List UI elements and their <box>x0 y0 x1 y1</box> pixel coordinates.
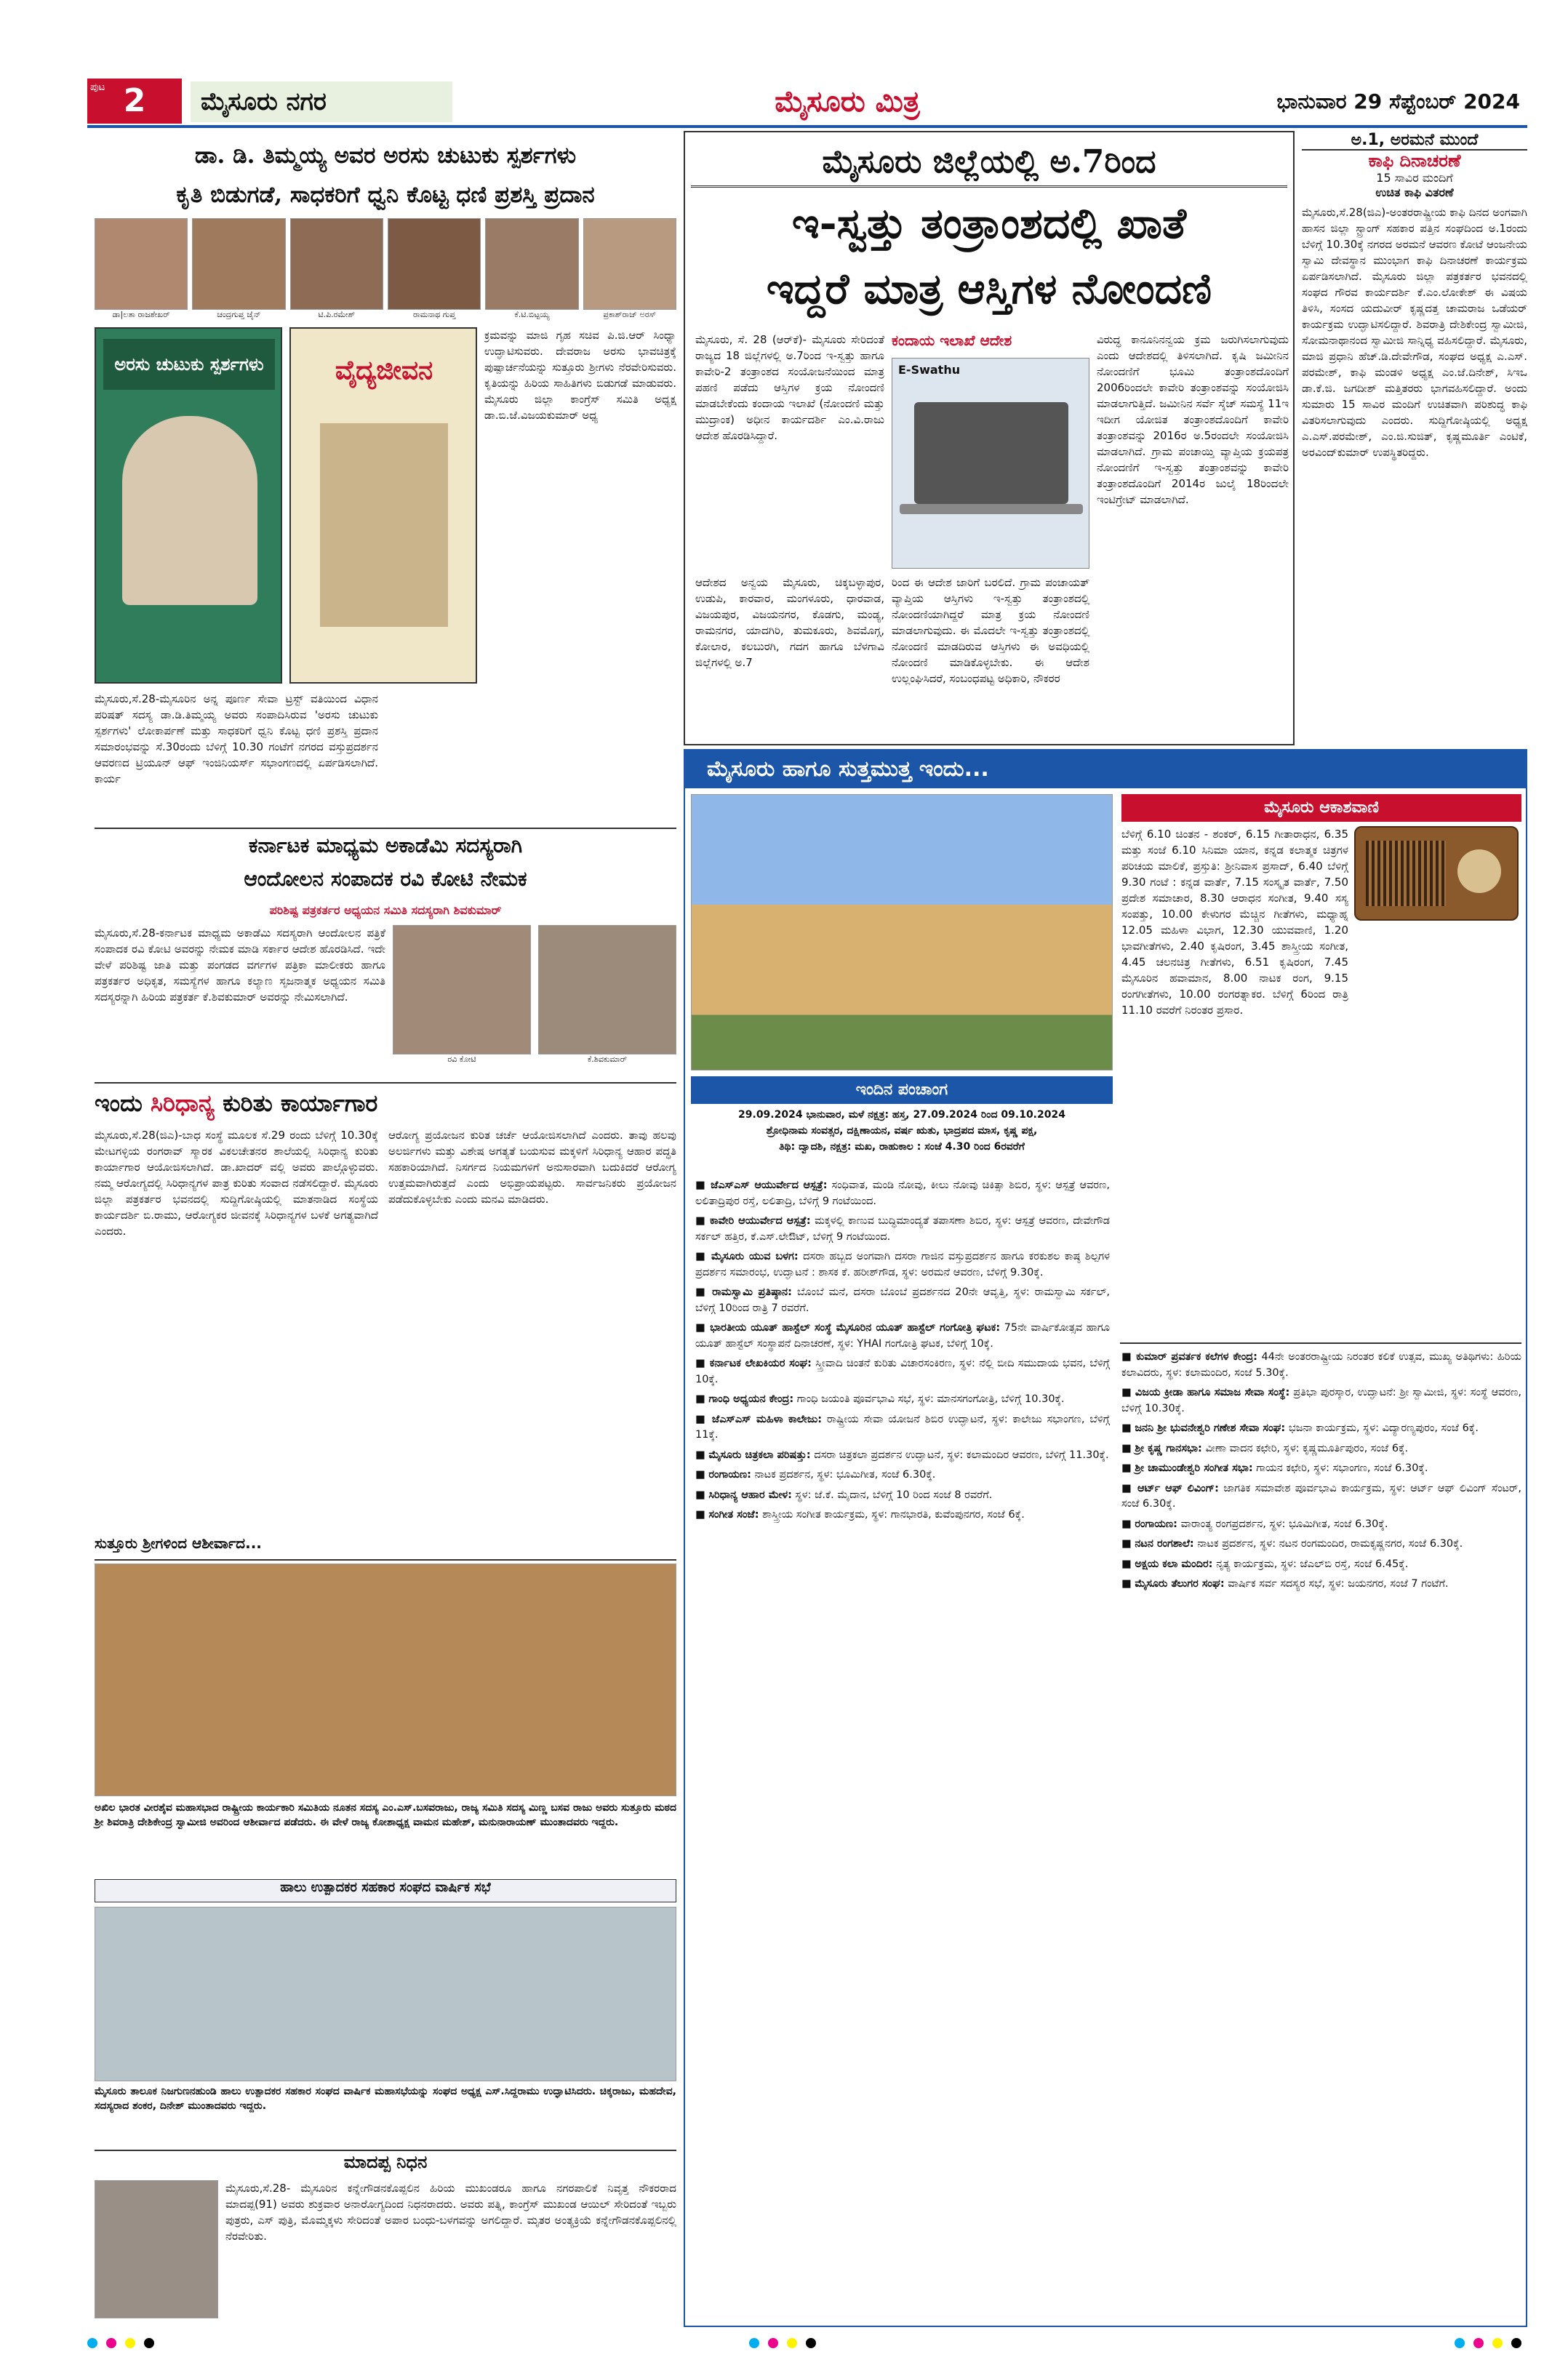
story1-body-right: ಕ್ರಮವನ್ನು ಮಾಜಿ ಗೃಹ ಸಚಿವ ಪಿ.ಜಿ.ಆರ್ ಸಿಂಧ್ಯಾ ಉದ್ಘಾಟಿಸುವರು. ದೇವರಾಜ ಅರಸು ಭಾವಚಿತ್ರಕ್ಕೆ ಪುಷ್ಪಾರ್ಚನೆಯನ್ನು ಸುತ್ತೂರು ಶ್ರೀಗಳು ನೆರವೇರಿಸುವರು. ಕೃತಿಯನ್ನು ಹಿರಿಯ ಸಾಹಿತಿಗಳು ಬಿಡುಗಡೆ ಮಾಡುವರು. ಮೈಸೂರು ಜಿಲ್ಲಾ ಕಾಂಗ್ರೆಸ್ ಸಮಿತಿ ಅಧ್ಯಕ್ಷ ಡಾ.ಬಿ.ಜೆ.ವಿಜಯಕುಮಾರ್ ಅಧ್ಯ <box>484 329 676 422</box>
list-item: ■ ಜೆಎಸ್‌ಎಸ್ ಆಯುರ್ವೇದ ಆಸ್ಪತ್ರೆ: ಸಂಧಿವಾತ, ಮಂಡಿ ನೋವು, ಕೀಲು ನೋವು ಚಿಕಿತ್ಸಾ ಶಿಬಿರ, ಸ್ಥಳ: ಆಸ್ಪತ್ರೆ ಆವರಣ, ಲಲಿತಾದ್ರಿಪುರ ರಸ್ತೆ, ಲಲಿತಾದ್ರಿ, ಬೆಳಿಗ್ಗೆ 9 ಗಂಟೆಯಿಂದ. <box>695 1180 1110 1207</box>
story3-kicker: ಅ.1, ಅರಮನೆ ಮುಂದೆ <box>1302 131 1527 151</box>
event-head: ಮೈಸೂರು ಚಿತ್ರಕಲಾ ಪರಿಷತ್ತು: <box>708 1449 811 1461</box>
registration-dot <box>749 2338 759 2348</box>
list-item: ■ ಕುಮಾರ್ ಪ್ರವರ್ತಕ ಕಲೆಗಳ ಕೇಂದ್ರ: 44ನೇ ಅಂತರರಾಷ್ಟ್ರೀಯ ನಿರಂತರ ಕಲಿಕೆ ಉತ್ಸವ, ಮುಖ್ಯ ಅತಿಥಿಗಳು: ಹಿರಿಯ ಕಲಾವಿದರು, ಸ್ಥಳ: ಕಲಾಮಂದಿರ, ಸಂಜೆ 5.30ಕ್ಕೆ. <box>1121 1351 1521 1379</box>
portrait-caption: ಟಿ.ಪಿ.ರಮೇಶ್ <box>318 310 356 319</box>
event-head: ಜನನಿ ಶ್ರೀ ಭುವನೇಶ್ವರಿ ಗಣೇಶ ಸೇವಾ ಸಂಘ: <box>1135 1422 1286 1434</box>
event-text: ಗಾಂಧಿ ಜಯಂತಿ ಪೂರ್ವಭಾವಿ ಸಭೆ, ಸ್ಥಳ: ಮಾನಸಗಂಗೋತ್ರಿ, ಬೆಳಿಗ್ಗೆ 10.30ಕ್ಕೆ. <box>796 1393 1065 1405</box>
story5-title-prefix: ಇಂದು <box>95 1089 143 1117</box>
panchanga-line3: ತಿಥಿ: ದ್ವಾದಶಿ, ನಕ್ಷತ್ರ: ಮಖ, ರಾಹುಕಾಲ : ಸಂಜೆ 4.30 ರಿಂದ 6ರವರೆಗೆ <box>779 1141 1025 1153</box>
divider <box>1120 1342 1521 1344</box>
panchanga-info <box>691 1107 1113 1172</box>
book-cover-2-title: ವೈದ್ಯಜೀವನ <box>335 355 433 385</box>
event-text: ದಸರಾ ಹಬ್ಬದ ಅಂಗವಾಗಿ ದಸರಾ ಗಾಜಿನ ವಸ್ತುಪ್ರದರ್ಶನ ಹಾಗೂ ಕರಕುಶಲ ಕಾಷ್ಠ ಶಿಲ್ಪಗಳ ಪ್ರದರ್ಶನ ಸಮಾರಂಭ, ಉದ್ಘಾಟನೆ : ಶಾಸಕ ಕೆ. ಹರೀಶ್‌ಗೌಡ, ಸ್ಥಳ: ಅರಮನೆ ಆವರಣ, ಬೆಳಿಗ್ಗೆ 9.30ಕ್ಕೆ. <box>695 1251 1110 1278</box>
radio-speaker <box>1366 841 1446 906</box>
story3-body: ಮೈಸೂರು,ಸೆ.28(ಜಿಎ)-ಅಂತರರಾಷ್ಟ್ರೀಯ ಕಾಫಿ ದಿನದ ಅಂಗವಾಗಿ ಹಾಸನ ಜಿಲ್ಲಾ ಸ್ಟ್ರಾಂಗ್ ಸಹಕಾರ ಪತ್ತಿನ ಸಂಘದಿಂದ ಅ.1ರಂದು ಬೆಳಿಗ್ಗೆ 10.30ಕ್ಕೆ ನಗರದ ಅರಮನೆ ಆವರಣ ಕೋಟೆ ಆಂಜನೇಯ ಸ್ವಾಮಿ ದೇವಸ್ಥಾನ ಮುಂಭಾಗ ಕಾಫಿ ದಿನಾಚರಣೆ ಕಾರ್ಯಕ್ರಮ ಏರ್ಪಡಿಸಲಾಗಿದೆ. ಮೈಸೂರು ಜಿಲ್ಲಾ ಪತ್ರಕರ್ತರ ಭವನದಲ್ಲಿ ಸಂಘದ ಗೌರವ ಕಾರ್ಯದರ್ಶಿ ಕೆ.ಎಂ.ಲೋಕೇಶ್ ಈ ವಿಷಯ ತಿಳಿಸಿ, ಸಂಸದ ಯದುವೀರ್ ಕೃಷ್ಣದತ್ತ ಚಾಮರಾಜ ಒಡೆಯರ್ ಕಾರ್ಯಕ್ರಮ ಉದ್ಘಾಟಿಸಲಿದ್ದಾರೆ. ಶಿವರಾತ್ರಿ ದೇಶಿಕೇಂದ್ರ ಸ್ವಾಮೀಜಿ, ಸೋಮನಾಥಾನಂದ ಸ್ವಾಮೀಜಿ ಸಾನ್ನಿಧ್ಯ ವಹಿಸಲಿದ್ದಾರೆ. ಮೈಸೂರು, ಮಾಜಿ ಪ್ರಧಾನಿ ಹೆಚ್.ಡಿ.ದೇವೇಗೌಡ, ಸಂಘದ ಅಧ್ಯಕ್ಷ ಎ.ಎಸ್. ಪರಮೇಶ್, ಕಾಫಿ ಮಂಡಳಿ ಅಧ್ಯಕ್ಷ ಎಂ.ಜೆ.ದಿನೇಶ್, ಸಿಇಒ ಡಾ.ಕೆ.ಜಿ. ಜಗದೀಶ್ ಮತ್ತಿತರರು ಭಾಗವಹಿಸಲಿದ್ದಾರೆ. ಅಂದು ಸುಮಾರು 15 ಸಾವಿರ ಮಂದಿಗೆ ಉಚಿತವಾಗಿ ಪರಿಶುದ್ಧ ಕಾಫಿ ವಿತರಿಸಲಾಗುವುದು ಎಂದರು. ಸುದ್ದಿಗೋಷ್ಠಿಯಲ್ಲಿ ಅಧ್ಯಕ್ಷ ಎ.ಎಸ್.ಪರಮೇಶ್, ಎಂ.ಜಿ.ಸುಜಿತ್, ಕೃಷ್ಣಮೂರ್ತಿ ಎಂಟಿಕೆ, ಅರವಿಂದ್‌ಕುಮಾರ್ ಉಪಸ್ಥಿತರಿದ್ದರು. <box>1302 206 1527 459</box>
portrait-photo <box>393 925 531 1054</box>
event-head: ಮೈಸೂರು ತೆಲುಗರ ಸಂಘ: <box>1135 1578 1225 1590</box>
portrait <box>485 218 578 320</box>
story4-subhead: ಪರಿಶಿಷ್ಟ ಪತ್ರಕರ್ತರ ಅಧ್ಯಯನ ಸಮಿತಿ ಸದಸ್ಯರಾಗಿ ಶಿವಕುಮಾರ್ <box>269 903 502 917</box>
event-head: ಅಕ್ಷಯ ಕಲಾ ಮಂದಿರ: <box>1135 1558 1213 1570</box>
event-text: ಸ್ಥಳ: ಜೆ.ಕೆ. ಮೈದಾನ, ಬೆಳಿಗ್ಗೆ 10 ರಿಂದ ಸಂಜೆ 8 ರವರೆಗೆ. <box>795 1489 993 1501</box>
event-text: ವಾರ್ಷಿಕ ಸರ್ವ ಸದಸ್ಯರ ಸಭೆ, ಸ್ಥಳ: ಜಯನಗರ, ಸಂಜೆ 7 ಗಂಟೆಗೆ. <box>1228 1578 1449 1590</box>
section-name: ಮೈಸೂರು ನಗರ <box>191 81 452 122</box>
page-number-badge: 2 <box>87 79 182 124</box>
story4-title-line1: ಕರ್ನಾಟಕ ಮಾಧ್ಯಮ ಅಕಾಡೆಮಿ ಸದಸ್ಯರಾಗಿ <box>248 833 523 857</box>
event-head: ಕರ್ನಾಟಕ ಲೇಖಕಿಯರ ಸಂಘ: <box>709 1358 812 1369</box>
story6-caption: ಅಖಿಲ ಭಾರತ ವೀರಶೈವ ಮಹಾಸಭಾದ ರಾಷ್ಟ್ರೀಯ ಕಾರ್ಯಕಾರಿ ಸಮಿತಿಯ ನೂತನ ಸದಸ್ಯ ಎಂ.ಎಸ್.ಬಸವರಾಜು, ರಾಜ್ಯ ಸಮಿತಿ ಸದಸ್ಯ ಮಿಣ್ಣ ಬಸವ ರಾಜು ಅವರು ಸುತ್ತೂರು ಮಠದ ಶ್ರೀ ಶಿವರಾತ್ರಿ ದೇಶಿಕೇಂದ್ರ ಸ್ವಾಮೀಜಿ ಅವರಿಂದ ಆಶೀರ್ವಾದ ಪಡೆದರು. ಈ ವೇಳೆ ರಾಜ್ಯ ಕೋಶಾಧ್ಯಕ್ಷ ವಾಮನ ಮಹೇಶ್, ಮನುನಾರಾಯಣ್ ಮುಂತಾದವರು ಇದ್ದರು. <box>95 1802 676 1828</box>
event-head: ಶ್ರೀ ಚಾಮುಂಡೇಶ್ವರಿ ಸಂಗೀತ ಸಭಾ: <box>1135 1462 1253 1474</box>
story1-title-line1: ಡಾ. ಡಿ. ತಿಮ್ಮಯ್ಯ ಅವರ ಅರಸು ಚುಟುಕು ಸ್ಪರ್ಶಗಳು <box>194 143 577 169</box>
book-cover-1-portrait <box>122 416 257 605</box>
portrait-photo <box>583 218 676 310</box>
portrait-photo <box>388 218 481 310</box>
story2-title-line2: ಇ-ಸ್ವತ್ತು ತಂತ್ರಾಂಶದಲ್ಲಿ ಖಾತೆ <box>791 199 1187 248</box>
portrait-photo <box>192 218 285 310</box>
panchanga-line1: 29.09.2024 ಭಾನುವಾರ, ಮಳೆ ನಕ್ಷತ್ರ: ಹಸ್ತ, 27.09.2024 ರಿಂದ 09.10.2024 <box>738 1109 1065 1121</box>
story3-subtitle: 15 ಸಾವಿರ ಮಂದಿಗೆ <box>1376 171 1453 185</box>
list-item: ■ ಮೈಸೂರು ಚಿತ್ರಕಲಾ ಪರಿಷತ್ತು: ದಸರಾ ಚಿತ್ರಕಲಾ ಪ್ರದರ್ಶನ ಉದ್ಘಾಟನೆ, ಸ್ಥಳ: ಕಲಾಮಂದಿರ ಆವರಣ, ಬೆಳಿಗ್ಗೆ 11.30ಕ್ಕೆ. <box>695 1449 1109 1461</box>
event-text: ಗಾಯನ ಕಛೇರಿ, ಸ್ಥಳ: ಸಭಾಂಗಣ, ಸಂಜೆ 6.30ಕ್ಕೆ. <box>1256 1462 1428 1474</box>
masthead: ಮೈಸೂರು ಮಿತ್ರ <box>775 84 920 119</box>
portrait <box>95 218 188 320</box>
event-head: ಶ್ರೀ ಕೃಷ್ಣ ಗಾನಸಭಾ: <box>1135 1442 1202 1454</box>
event-text: ದಸರಾ ಚಿತ್ರಕಲಾ ಪ್ರದರ್ಶನ ಉದ್ಘಾಟನೆ, ಸ್ಥಳ: ಕಲಾಮಂದಿರ ಆವರಣ, ಬೆಳಿಗ್ಗೆ 11.30ಕ್ಕೆ. <box>814 1449 1109 1461</box>
registration-dot <box>144 2338 154 2348</box>
story8-body: ಮೈಸೂರು,ಸೆ.28- ಮೈಸೂರಿನ ಕನ್ನೇಗೌಡನಕೊಪ್ಪಲಿನ ಹಿರಿಯ ಮುಖಂಡರೂ ಹಾಗೂ ನಗರಪಾಲಿಕೆ ನಿವೃತ್ತ ನೌಕರರಾದ ಮಾದಪ್ಪ(91) ಅವರು ಶುಕ್ರವಾರ ಅನಾರೋಗ್ಯದಿಂದ ನಿಧನರಾದರು. ಅವರು ಪತ್ನಿ, ಕಾಂಗ್ರೆಸ್ ಮುಖಂಡ ಆಯಿಲ್‌ ಸೇರಿದಂತೆ ಇಬ್ಬರು ಪುತ್ರರು, ಎಸ್ ಪುತ್ರಿ, ಮೊಮ್ಮಕ್ಕಳು ಸೇರಿದಂತೆ ಅಪಾರ ಬಂಧು-ಬಳಗವನ್ನು ಅಗಲಿದ್ದಾರೆ. ಮೃತರ ಅಂತ್ಯಕ್ರಿಯೆ ಕನ್ನೇಗೌಡನಕೊಪ್ಪಲಿನಲ್ಲಿ ನೆರವೇರಿತು. <box>225 2182 676 2243</box>
obituary-photo <box>95 2180 218 2318</box>
story4-title-line2: ಆಂದೋಲನ ಸಂಪಾದಕ ರವಿ ಕೋಟಿ ನೇಮಕ <box>244 867 527 891</box>
portrait <box>290 218 383 320</box>
event-text: ಮಕ್ಕಳಲ್ಲಿ ಕಾಣುವ ಬುದ್ಧಿಮಾಂದ್ಯತೆ ತಪಾಸಣಾ ಶಿಬಿರ, ಸ್ಥಳ: ಆಸ್ಪತ್ರೆ ಆವರಣ, ದೇವೇಗೌಡ ಸರ್ಕಲ್ ಹತ್ತಿರ, ಕೆ.ಎಸ್.ಲೇಔಟ್, ಬೆಳಿಗ್ಗೆ 9 ಗಂಟೆಯಿಂದ. <box>695 1215 1110 1243</box>
events-banner: ಮೈಸೂರು ಹಾಗೂ ಸುತ್ತಮುತ್ತ ಇಂದು... <box>685 750 1526 788</box>
portrait-caption: ಡಾ|ಲತಾ ರಾಜಶೇಖರ್ <box>112 310 170 319</box>
story6-title: ಸುತ್ತೂರು ಶ್ರೀಗಳಿಂದ ಆಶೀರ್ವಾದ... <box>95 1534 676 1561</box>
book-cover-1-title: ಅರಸು ಚುಟುಕು ಸ್ಪರ್ಶಗಳು <box>103 339 275 390</box>
story7-caption: ಮೈಸೂರು ತಾಲೂಕ ನಿಜಗುಣನಹುಂಡಿ ಹಾಲು ಉತ್ಪಾದಕರ ಸಹಕಾರ ಸಂಘದ ವಾರ್ಷಿಕ ಮಹಾಸಭೆಯನ್ನು ಸಂಘದ ಅಧ್ಯಕ್ಷ ಎಸ್.ಸಿದ್ದರಾಮು ಉದ್ಘಾಟಿಸಿದರು. ಚಿಕ್ಕರಾಜು, ಮಹದೇವ, ಸದಸ್ಯರಾದ ಶಂಕರ, ದಿನೇಶ್ ಮುಂತಾದವರು ಇದ್ದರು. <box>95 2086 676 2112</box>
story2-image <box>892 358 1089 569</box>
radio-dial <box>1457 849 1501 893</box>
event-head: ಭಾರತೀಯ ಯೂತ್ ಹಾಸ್ಟೆಲ್ ಸಂಸ್ಥೆ ಮೈಸೂರಿನ ಯೂತ್ ಹಾಸ್ಟೆಲ್ ಗಂಗೋತ್ರಿ ಘಟಕ: <box>710 1322 1001 1334</box>
event-head: ಸಿರಿಧಾನ್ಯ ಆಹಾರ ಮೇಳ: <box>708 1489 792 1501</box>
event-text: ರಾಷ್ಟ್ರೀಯ ಸೇವಾ ಯೋಜನೆ ಶಿಬಿರ ಉದ್ಘಾಟನೆ, ಸ್ಥಳ: ಕಾಲೇಜು ಸಭಾಂಗಣ, ಬೆಳಿಗ್ಗೆ 11ಕ್ಕೆ. <box>695 1413 1110 1441</box>
event-text: ಜಾಗತಿಕ ಸಮಾವೇಶ ಪೂರ್ವಭಾವಿ ಕಾರ್ಯಕ್ರಮ, ಸ್ಥಳ: ಆರ್ಟ್ ಆಫ್ ಲಿವಿಂಗ್ ಸೆಂಟರ್, ಸಂಜೆ 6.30ಕ್ಕೆ. <box>1121 1482 1521 1510</box>
event-head: ಕಾವೇರಿ ಆಯುರ್ವೇದ ಆಸ್ಪತ್ರೆ: <box>709 1215 811 1227</box>
registration-dot <box>87 2338 97 2348</box>
story2-title-line1: ಮೈಸೂರು ಜಿಲ್ಲೆಯಲ್ಲಿ ಅ.7ರಿಂದ <box>691 137 1287 188</box>
divider <box>95 828 676 829</box>
list-item: ■ ಮೈಸೂರು ಯುವ ಬಳಗ: ದಸರಾ ಹಬ್ಬದ ಅಂಗವಾಗಿ ದಸರಾ ಗಾಜಿನ ವಸ್ತುಪ್ರದರ್ಶನ ಹಾಗೂ ಕರಕುಶಲ ಕಾಷ್ಠ ಶಿಲ್ಪಗಳ ಪ್ರದರ್ಶನ ಸಮಾರಂಭ, ಉದ್ಘಾಟನೆ : ಶಾಸಕ ಕೆ. ಹರೀಶ್‌ಗೌಡ, ಸ್ಥಳ: ಅರಮನೆ ಆವರಣ, ಬೆಳಿಗ್ಗೆ 9.30ಕ್ಕೆ. <box>695 1251 1110 1278</box>
story1-title-line2: ಕೃತಿ ಬಿಡುಗಡೆ, ಸಾಧಕರಿಗೆ ಧ್ವನಿ ಕೊಟ್ಟ ಧಣಿ ಪ್ರಶಸ್ತಿ ಪ್ರದಾನ <box>176 182 595 208</box>
event-head: ಜೆಎಸ್‌ಎಸ್ ಮಹಿಳಾ ಕಾಲೇಜು: <box>711 1413 822 1425</box>
event-text: ಸಂಧಿವಾತ, ಮಂಡಿ ನೋವು, ಕೀಲು ನೋವು ಚಿಕಿತ್ಸಾ ಶಿಬಿರ, ಸ್ಥಳ: ಆಸ್ಪತ್ರೆ ಆವರಣ, ಲಲಿತಾದ್ರಿಪುರ ರಸ್ತೆ, ಲಲಿತಾದ್ರಿ, ಬೆಳಿಗ್ಗೆ 9 ಗಂಟೆಯಿಂದ. <box>695 1180 1110 1207</box>
event-text: 75ನೇ ವಾರ್ಷಿಕೋತ್ಸವ ಹಾಗೂ ಯೂತ್ ಹಾಸ್ಟೆಲ್ ಸಂಸ್ಥಾಪನೆ ದಿನಾಚರಣೆ, ಸ್ಥಳ: YHAI ಗಂಗೋತ್ರಿ ಘಟಕ, ಬೆಳಿಗ್ಗೆ 10ಕ್ಕೆ. <box>695 1322 1110 1350</box>
story1-right-text-column <box>484 327 676 684</box>
portrait-photo <box>95 218 188 310</box>
list-item: ■ ಭಾರತೀಯ ಯೂತ್ ಹಾಸ್ಟೆಲ್ ಸಂಸ್ಥೆ ಮೈಸೂರಿನ ಯೂತ್ ಹಾಸ್ಟೆಲ್ ಗಂಗೋತ್ರಿ ಘಟಕ: 75ನೇ ವಾರ್ಷಿಕೋತ್ಸವ ಹಾಗೂ ಯೂತ್ ಹಾಸ್ಟೆಲ್ ಸಂಸ್ಥಾಪನೆ ದಿನಾಚರಣೆ, ಸ್ಥಳ: YHAI ಗಂಗೋತ್ರಿ ಘಟಕ, ಬೆಳಿಗ್ಗೆ 10ಕ್ಕೆ. <box>695 1322 1110 1350</box>
list-item: ■ ಸಿರಿಧಾನ್ಯ ಆಹಾರ ಮೇಳ: ಸ್ಥಳ: ಜೆ.ಕೆ. ಮೈದಾನ, ಬೆಳಿಗ್ಗೆ 10 ರಿಂದ ಸಂಜೆ 8 ರವರೆಗೆ. <box>695 1489 993 1501</box>
portrait-photo <box>290 218 383 310</box>
divider <box>95 1082 676 1084</box>
event-text: ನೃತ್ಯ ಕಾರ್ಯಕ್ರಮ, ಸ್ಥಳ: ಜೆಎಲ್‌ಬಿ ರಸ್ತೆ, ಸಂಜೆ 6.45ಕ್ಕೆ. <box>1216 1558 1409 1570</box>
event-head: ಜೆಎಸ್‌ಎಸ್ ಆಯುರ್ವೇದ ಆಸ್ಪತ್ರೆ: <box>711 1180 828 1191</box>
list-item: ■ ಮೈಸೂರು ತೆಲುಗರ ಸಂಘ: ವಾರ್ಷಿಕ ಸರ್ವ ಸದಸ್ಯರ ಸಭೆ, ಸ್ಥಳ: ಜಯನಗರ, ಸಂಜೆ 7 ಗಂಟೆಗೆ. <box>1121 1578 1449 1590</box>
event-head: ವಿಜಯ ಕ್ರೀಡಾ ಹಾಗೂ ಸಮಾಜ ಸೇವಾ ಸಂಸ್ಥೆ: <box>1135 1387 1290 1398</box>
story5-body-left: ಮೈಸೂರು,ಸೆ.28(ಜಿಎ)-ಬಾಧ ಸಂಸ್ಥೆ ಮೂಲಕ ಸೆ.29 ರಂದು ಬೆಳಿಗ್ಗೆ 10.30ಕ್ಕೆ ಮೇಟಗಳ್ಳಿಯ ರಂಗರಾವ್ ಸ್ಮಾರಕ ವಿಕಲಚೇತನರ ಶಾಲೆಯಲ್ಲಿ ಸಿರಿಧಾನ್ಯ ಕುರಿತು ಕಾರ್ಯಾಗಾರ ಆಯೋಜಿಸಲಾಗಿದೆ. ಡಾ.ಖಾದರ್ ವಲ್ಲಿ ಅವರು ಪಾಲ್ಗೊಳ್ಳುವರು. ನಮ್ಮ ಆರೋಗ್ಯದಲ್ಲಿ ಸಿರಿಧಾನ್ಯಗಳ ಪಾತ್ರ ಕುರಿತು ಸಂವಾದ ನಡೆಸಲಿದ್ದಾರೆ. ಮೈಸೂರು ಜಿಲ್ಲಾ ಪತ್ರಕರ್ತರ ಭವನದಲ್ಲಿ ಸುದ್ದಿಗೋಷ್ಠಿಯಲ್ಲಿ ಮಾತನಾಡಿದ ಸಂಸ್ಥೆಯ ಕಾರ್ಯದರ್ಶಿ ಬಿ.ರಾಮು, ಆರೋಗ್ಯಕರ ಜೀವನಕ್ಕೆ ಸಿರಿಧಾನ್ಯಗಳ ಬಳಕೆ ಅಗತ್ಯವಾಗಿದೆ ಎಂದರು. <box>95 1129 378 1238</box>
event-head: ರಂಗಾಯಣ: <box>1135 1518 1177 1530</box>
portrait-caption: ಪ್ರಕಾಶ್‌ರಾಜ್ ಅರಸ್ <box>603 310 657 319</box>
photo-caption: ಕೆ.ಶಿವಕುಮಾರ್ <box>587 1054 628 1064</box>
list-item: ■ ಶ್ರೀ ಕೃಷ್ಣ ಗಾನಸಭಾ: ವೀಣಾ ವಾದನ ಕಛೇರಿ, ಸ್ಥಳ: ಕೃಷ್ಣಮೂರ್ತಿಪುರಂ, ಸಂಜೆ 6ಕ್ಕೆ. <box>1121 1442 1409 1454</box>
events-right-list <box>1121 1350 1521 2321</box>
portrait-photo <box>538 925 676 1054</box>
issue-date: ಭಾನುವಾರ 29 ಸೆಪ್ಟೆಂಬರ್ 2024 <box>1276 89 1520 113</box>
laptop-base <box>900 504 1083 514</box>
event-head: ಗಾಂಧಿ ಅಧ್ಯಯನ ಕೇಂದ್ರ: <box>708 1393 794 1405</box>
story2-image-label: E-Swathu <box>898 363 961 377</box>
event-text: ನಾಟಕ ಪ್ರದರ್ಶನ, ಸ್ಥಳ: ನಟನ ರಂಗಮಂದಿರ, ರಾಮಕೃಷ್ಣನಗರ, ಸಂಜೆ 6.30ಕ್ಕೆ. <box>1197 1538 1463 1550</box>
list-item: ■ ಜನನಿ ಶ್ರೀ ಭುವನೇಶ್ವರಿ ಗಣೇಶ ಸೇವಾ ಸಂಘ: ಭಜನಾ ಕಾರ್ಯಕ್ರಮ, ಸ್ಥಳ: ವಿದ್ಯಾರಣ್ಯಪುರಂ, ಸಂಜೆ 6ಕ್ಕೆ. <box>1121 1422 1479 1434</box>
list-item: ■ ಅಕ್ಷಯ ಕಲಾ ಮಂದಿರ: ನೃತ್ಯ ಕಾರ್ಯಕ್ರಮ, ಸ್ಥಳ: ಜೆಎಲ್‌ಬಿ ರಸ್ತೆ, ಸಂಜೆ 6.45ಕ್ಕೆ. <box>1121 1558 1409 1570</box>
list-item: ■ ರಂಗಾಯಣ: ವಾರಾಂತ್ಯ ರಂಗಪ್ರದರ್ಶನ, ಸ್ಥಳ: ಭೂಮಿಗೀತ, ಸಂಜೆ 6.30ಕ್ಕೆ. <box>1121 1518 1388 1530</box>
story2-title-line3: ಇದ್ದರೆ ಮಾತ್ರ ಆಸ್ತಿಗಳ ನೋಂದಣಿ <box>766 264 1212 313</box>
list-item: ■ ವಿಜಯ ಕ್ರೀಡಾ ಹಾಗೂ ಸಮಾಜ ಸೇವಾ ಸಂಸ್ಥೆ: ಪ್ರತಿಭಾ ಪುರಸ್ಕಾರ, ಉದ್ಘಾಟನೆ: ಶ್ರೀ ಸ್ವಾಮೀಜಿ, ಸ್ಥಳ: ಸಂಸ್ಥೆ ಆವರಣ, ಬೆಳಿಗ್ಗೆ 10.30ಕ್ಕೆ. <box>1121 1387 1521 1414</box>
list-item: ■ ನಟನ ರಂಗಶಾಲೆ: ನಾಟಕ ಪ್ರದರ್ಶನ, ಸ್ಥಳ: ನಟನ ರಂಗಮಂದಿರ, ರಾಮಕೃಷ್ಣನಗರ, ಸಂಜೆ 6.30ಕ್ಕೆ. <box>1121 1538 1463 1550</box>
registration-dot <box>768 2338 778 2348</box>
list-item: ■ ಆರ್ಟ್ ಆಫ್ ಲಿವಿಂಗ್: ಜಾಗತಿಕ ಸಮಾವೇಶ ಪೂರ್ವಭಾವಿ ಕಾರ್ಯಕ್ರಮ, ಸ್ಥಳ: ಆರ್ಟ್ ಆಫ್ ಲಿವಿಂಗ್ ಸೆಂಟರ್, ಸಂಜೆ 6.30ಕ್ಕೆ. <box>1121 1482 1521 1510</box>
book-cover-1 <box>95 327 282 684</box>
list-item: ■ ಸಂಗೀತ ಸಂಜೆ: ಶಾಸ್ತ್ರೀಯ ಸಂಗೀತ ಕಾರ್ಯಕ್ರಮ, ಸ್ಥಳ: ಗಾನಭಾರತಿ, ಕುವೆಂಪುನಗರ, ಸಂಜೆ 6ಕ್ಕೆ. <box>695 1509 1025 1521</box>
event-text: ಬೊಂಬೆ ಮನೆ, ದಸರಾ ಬೊಂಬೆ ಪ್ರದರ್ಶನದ 20ನೇ ಆವೃತ್ತಿ, ಸ್ಥಳ: ರಾಮಸ್ವಾಮಿ ಸರ್ಕಲ್, ಬೆಳಿಗ್ಗೆ 10ರಿಂದ ರಾತ್ರಿ 7 ರವರೆಗೆ. <box>695 1286 1110 1314</box>
event-text: ಪ್ರತಿಭಾ ಪುರಸ್ಕಾರ, ಉದ್ಘಾಟನೆ: ಶ್ರೀ ಸ್ವಾಮೀಜಿ, ಸ್ಥಳ: ಸಂಸ್ಥೆ ಆವರಣ, ಬೆಳಿಗ್ಗೆ 10.30ಕ್ಕೆ. <box>1121 1387 1521 1414</box>
story7-photo <box>95 1907 676 2081</box>
portrait-caption: ಚಂದ್ರಗುಪ್ತ ಜೈನ್ <box>217 310 261 319</box>
story4-photo-1 <box>393 925 531 1068</box>
header-rule <box>87 125 1527 128</box>
panchanga-title: ಇಂದಿನ ಪಂಚಾಂಗ <box>691 1076 1113 1104</box>
event-head: ರಂಗಾಯಣ: <box>708 1469 751 1481</box>
portrait-photo <box>485 218 578 310</box>
story5-title <box>95 1085 676 1121</box>
portrait <box>388 218 481 320</box>
story2-body-col1: ಮೈಸೂರು, ಸೆ. 28 (ಆರ್‌ಕೆ)- ಮೈಸೂರು ಸೇರಿದಂತೆ ರಾಜ್ಯದ 18 ಜಿಲ್ಲೆಗಳಲ್ಲಿ ಅ.7ರಿಂದ ಇ-ಸ್ವತ್ತು ಹಾಗೂ ಕಾವೇರಿ-2 ತಂತ್ರಾಂಶದ ಸಂಯೋಜನೆಯಿಂದ ಮಾತ್ರ ಪಹಣಿ ಪಡೆದು ಆಸ್ತಿಗಳ ಕ್ರಯ ನೋಂದಣಿ ಮಾಡಬೇಕೆಂದು ಕಂದಾಯ ಇಲಾಖೆ (ನೋಂದಣಿ ಮತ್ತು ಮುದ್ರಾಂಕ) ಅಧೀನ ಕಾರ್ಯದರ್ಶಿ ಎಂ.ವಿ.ರಾಜು ಆದೇಶ ಹೊರಡಿಸಿದ್ದಾರೆ. <box>695 333 884 442</box>
photo-caption: ರವಿ ಕೋಟಿ <box>447 1054 476 1064</box>
portrait-caption: ರಾಮನಾಥ ಗುಪ್ತ <box>413 310 456 319</box>
list-item: ■ ಜೆಎಸ್‌ಎಸ್ ಮಹಿಳಾ ಕಾಲೇಜು: ರಾಷ್ಟ್ರೀಯ ಸೇವಾ ಯೋಜನೆ ಶಿಬಿರ ಉದ್ಘಾಟನೆ, ಸ್ಥಳ: ಕಾಲೇಜು ಸಭಾಂಗಣ, ಬೆಳಿಗ್ಗೆ 11ಕ್ಕೆ. <box>695 1413 1110 1441</box>
registration-dot <box>125 2338 135 2348</box>
story8-title: ಮಾದಪ್ಪ ನಿಧನ <box>95 2150 676 2176</box>
event-text: ಭಜನಾ ಕಾರ್ಯಕ್ರಮ, ಸ್ಥಳ: ವಿದ್ಯಾರಣ್ಯಪುರಂ, ಸಂಜೆ 6ಕ್ಕೆ. <box>1288 1422 1479 1434</box>
event-head: ಆರ್ಟ್ ಆಫ್ ಲಿವಿಂಗ್: <box>1137 1482 1219 1494</box>
story2-subhead: ಕಂದಾಯ ಇಲಾಖೆ ಆದೇಶ <box>892 332 1012 349</box>
registration-dot <box>106 2338 116 2348</box>
story2-body-col2: ಆದೇಶದ ಅನ್ವಯ ಮೈಸೂರು, ಚಿಕ್ಕಬಳ್ಳಾಪುರ, ಉಡುಪಿ, ಕಾರವಾರ, ಮಂಗಳೂರು, ಧಾರವಾಡ, ವಿಜಯಪುರ, ವಿಜಯನಗರ, ಕೊಡಗು, ಮಂಡ್ಯ, ರಾಮನಗರ, ಯಾದಗಿರಿ, ತುಮಕೂರು, ಶಿವಮೊಗ್ಗ, ಕೋಲಾರ, ಕಲಬುರಗಿ, ಗದಗ ಹಾಗೂ ಬೆಳಗಾವಿ ಜಿಲ್ಲೆಗಳಲ್ಲಿ ಅ.7 <box>695 576 884 669</box>
event-text: ವೀಣಾ ವಾದನ ಕಛೇರಿ, ಸ್ಥಳ: ಕೃಷ್ಣಮೂರ್ತಿಪುರಂ, ಸಂಜೆ 6ಕ್ಕೆ. <box>1205 1442 1409 1454</box>
story2-body-col4: ವಿರುದ್ಧ ಕಾನೂನಿನನ್ವಯ ಕ್ರಮ ಜರುಗಿಸಲಾಗುವುದು ಎಂದು ಆದೇಶದಲ್ಲಿ ತಿಳಿಸಲಾಗಿದೆ. ಕೃಷಿ ಜಮೀನಿನ ನೋಂದಣಿಗೆ ಭೂಮಿ ತಂತ್ರಾಂಶದೊಂದಿಗೆ 2006ರಿಂದಲೇ ಕಾವೇರಿ ತಂತ್ರಾಂಶವನ್ನು ಸಂಯೋಜಿಸಿ ಮಾಡಲಾಗುತ್ತಿದೆ. ಜಮೀನಿನ ಸರ್ವೆ ಸ್ಕೆಚ್ ಸಮಸ್ಯೆ 11ಇ ಇದೀಗ ಯೋಜಿತ ತಂತ್ರಾಂಶದೊಂದಿಗೆ ಕಾವೇರಿ ತಂತ್ರಾಂಶವನ್ನು 2016ರ ಅ.5ರಂದಲೇ ಸಂಯೋಜಿಸಿ ಮಾಡಲಾಗಿದೆ. ಗ್ರಾಮ ಪಂಚಾಯ್ತಿ ವ್ಯಾಪ್ತಿಯ ಕ್ರಯಪತ್ರ ನೋಂದಣಿಗೆ ಇ-ಸ್ವತ್ತು ತಂತ್ರಾಂಶವನ್ನು ಕಾವೇರಿ ತಂತ್ರಾಂಶದೊಂದಿಗೆ 2014ರ ಜುಲೈ 18ರಿಂದಲೇ ಇಂಟಿಗ್ರೇಟ್ ಮಾಡಲಾಗಿದೆ. <box>1097 333 1289 506</box>
portrait <box>192 218 285 320</box>
event-head: ಕುಮಾರ್ ಪ್ರವರ್ತಕ ಕಲೆಗಳ ಕೇಂದ್ರ: <box>1136 1351 1257 1363</box>
story3-title: ಕಾಫಿ ದಿನಾಚರಣೆ <box>1368 151 1461 171</box>
story5-title-suffix: ಕುರಿತು ಕಾರ್ಯಾಗಾರ <box>223 1089 378 1117</box>
event-text: ಶಾಸ್ತ್ರೀಯ ಸಂಗೀತ ಕಾರ್ಯಕ್ರಮ, ಸ್ಥಳ: ಗಾನಭಾರತಿ, ಕುವೆಂಪುನಗರ, ಸಂಜೆ 6ಕ್ಕೆ. <box>762 1509 1025 1521</box>
portrait <box>583 218 676 320</box>
event-text: ಸ್ತ್ರೀವಾದಿ ಚಿಂತನೆ ಕುರಿತು ವಿಚಾರಸಂಕಿರಣ, ಸ್ಥಳ: ನೆಲ್ಲಿ ಬೀದಿ ಸಮುದಾಯ ಭವನ, ಬೆಳಿಗ್ಗೆ 10ಕ್ಕೆ. <box>695 1358 1110 1385</box>
registration-dot <box>787 2338 797 2348</box>
radio-body: ಬೆಳಿಗ್ಗೆ 6.10 ಚಿಂತನ - ಶಂಕರ್, 6.15 ಗೀತಾರಾಧನ, 6.35 ಮತ್ತು ಸಂಜೆ 6.10 ಸಿನಿಮಾ ಯಾನ, ಕನ್ನಡ ಕಲಾತ್ಮಕ ಚಿತ್ರಗಳ ಪರಿಚಯ ಮಾಲಿಕೆ, ಪ್ರಸ್ತುತಿ: ಶ್ರೀನಿವಾಸ ಪ್ರಸಾದ್, 6.40 ಬೆಳಿಗ್ಗೆ 9.30 ಗಂಟೆ : ಕನ್ನಡ ವಾರ್ತೆ, 7.15 ಸಂಸ್ಕೃತ ವಾರ್ತೆ, 7.50 ಪ್ರದೇಶ ಸಮಾಚಾರ, 8.30 ಆರಾಧನ ಸಂಗೀತ, 9.40 ಸಸ್ಯ ಸಂಪತ್ತು, 10.00 ಕೇಳುಗರ ಮೆಚ್ಚಿನ ಗೀತೆಗಳು, ಮಧ್ಯಾಹ್ನ 12.05 ಮಹಿಳಾ ವಿಭಾಗ, 12.30 ಯುವವಾಣಿ, 1.20 ಭಾವಗೀತೆಗಳು, 2.40 ಕೃಷಿರಂಗ, 3.45 ಶಾಸ್ತ್ರೀಯ ಸಂಗೀತ, 4.45 ಚಲನಚಿತ್ರ ಗೀತೆಗಳು, 6.51 ಕೃಷಿರಂಗ, 7.45 ಮೈಸೂರಿನ ಹವಾಮಾನ, 8.00 ನಾಟಕ ರಂಗ, 9.15 ರಂಗಗೀತೆಗಳು, 10.00 ರಂಗರತ್ನಾಕರ. ಬೆಳಿಗ್ಗೆ 6ರಿಂದ ರಾತ್ರಿ 11.10 ರವರೆಗೆ ನಿರಂತರ ಪ್ರಸಾರ. <box>1121 828 1348 1017</box>
events-left-list <box>695 1178 1110 2320</box>
event-head: ರಾಮಸ್ವಾಮಿ ಪ್ರತಿಷ್ಠಾನ: <box>712 1286 792 1298</box>
story3-subtitle2: ಉಚಿತ ಕಾಫಿ ವಿತರಣೆ <box>1375 185 1454 199</box>
registration-dot <box>1455 2338 1465 2348</box>
story1-body-cont <box>388 691 676 822</box>
event-text: ವಾರಾಂತ್ಯ ರಂಗಪ್ರದರ್ಶನ, ಸ್ಥಳ: ಭೂಮಿಗೀತ, ಸಂಜೆ 6.30ಕ್ಕೆ. <box>1180 1518 1388 1530</box>
book-cover-2 <box>289 327 477 684</box>
list-item: ■ ಕಾವೇರಿ ಆಯುರ್ವೇದ ಆಸ್ಪತ್ರೆ: ಮಕ್ಕಳಲ್ಲಿ ಕಾಣುವ ಬುದ್ಧಿಮಾಂದ್ಯತೆ ತಪಾಸಣಾ ಶಿಬಿರ, ಸ್ಥಳ: ಆಸ್ಪತ್ರೆ ಆವರಣ, ದೇವೇಗೌಡ ಸರ್ಕಲ್ ಹತ್ತಿರ, ಕೆ.ಎಸ್.ಲೇಔಟ್, ಬೆಳಿಗ್ಗೆ 9 ಗಂಟೆಯಿಂದ. <box>695 1215 1110 1243</box>
story1-body-left: ಮೈಸೂರು,ಸೆ.28-ಮೈಸೂರಿನ ಅನ್ನ ಪೂರ್ಣ ಸೇವಾ ಟ್ರಸ್ಟ್ ವತಿಯಿಂದ ವಿಧಾನ ಪರಿಷತ್ ಸದಸ್ಯ ಡಾ.ಡಿ.ತಿಮ್ಮಯ್ಯ ಅವರು ಸಂಪಾದಿಸಿರುವ 'ಅರಸು ಚುಟುಕು ಸ್ಪರ್ಶಗಳು' ಲೋಕಾರ್ಪಣೆ ಮತ್ತು ಸಾಧಕರಿಗೆ ಧ್ವನಿ ಕೊಟ್ಟ ಧಣಿ ಪ್ರಶಸ್ತಿ ಪ್ರದಾನ ಸಮಾರಂಭವನ್ನು ಸೆ.30ರಂದು ಬೆಳಿಗ್ಗೆ 10.30 ಗಂಟೆಗೆ ನಗರದ ವಸ್ತುಪ್ರದರ್ಶನ ಆವರಣದ ಟ್ರಿಯೂನ್ ಆಫ್ ಇಂಜಿನಿಯರ್ಸ್ ಸಭಾಂಗಣದಲ್ಲಿ ಏರ್ಪಡಿಸಲಾಗಿದೆ. ಕಾರ್ಯ <box>95 692 378 785</box>
story6-photo <box>95 1564 676 1796</box>
story2-body-col3: ರಿಂದ ಈ ಆದೇಶ ಜಾರಿಗೆ ಬರಲಿದೆ. ಗ್ರಾಮ ಪಂಚಾಯತ್ ವ್ಯಾಪ್ತಿಯ ಆಸ್ತಿಗಳು ಇ-ಸ್ವತ್ತು ತಂತ್ರಾಂಶದಲ್ಲಿ ನೋಂದಣಿಯಾಗಿದ್ದರೆ ಮಾತ್ರ ಕ್ರಯ ನೋಂದಣಿ ಮಾಡಲಾಗುವುದು. ಈ ಮೊದಲೇ ಇ-ಸ್ವತ್ತು ತಂತ್ರಾಂಶದಲ್ಲಿ ನೋಂದಣಿ ಮಾಡದಿರುವ ಆಸ್ತಿಗಳು ಈ ಅವಧಿಯಲ್ಲಿ ನೋಂದಣಿ ಮಾಡಿಕೊಳ್ಳಬೇಕು. ಈ ಆದೇಶ ಉಲ್ಲಂಘಿಸಿದರೆ, ಸಂಬಂಧಪಟ್ಟ ಅಧಿಕಾರಿ, ನೌಕರರ <box>892 576 1089 685</box>
radio-icon <box>1354 826 1519 921</box>
story1-photo-strip <box>95 218 676 320</box>
story3 <box>1302 131 1527 745</box>
portrait-caption: ಕೆ.ಟಿ.ಬಿಟ್ಟಯ್ಯ <box>514 310 550 319</box>
registration-dot <box>1473 2338 1484 2348</box>
palace-photo <box>691 794 1113 1070</box>
book-cover-2-illustration <box>320 423 448 627</box>
story4-photo-2 <box>538 925 676 1068</box>
story5-body-right: ಆರೋಗ್ಯ ಪ್ರಯೋಜನ ಕುರಿತ ಚರ್ಚೆ ಆಯೋಜಿಸಲಾಗಿದೆ ಎಂದರು. ತಾವು ಹಲವು ಅಲರ್ಜಿಗಳು ಮತ್ತು ವಿಶೇಷ ಅಗತ್ಯತೆ ಬಯಸುವ ಮಕ್ಕಳಿಗೆ ಸಿರಿಧಾನ್ಯ ಆಹಾರ ಪದ್ಧತಿ ಸಹಕಾರಿಯಾಗಿದೆ. ನಿಸರ್ಗದ ನಿಯಮಗಳಿಗೆ ಅನುಸಾರವಾಗಿ ಬದುಕಿದರೆ ಆರೋಗ್ಯ ಉತ್ತಮವಾಗಿರುತ್ತದೆ ಎಂದು ಅಭಿಪ್ರಾಯಪಟ್ಟರು. ಸಾರ್ವಜನಿಕರು ಪ್ರಯೋಜನ ಪಡೆದುಕೊಳ್ಳಬೇಕು ಎಂದು ಮನವಿ ಮಾಡಿದರು. <box>388 1129 676 1206</box>
list-item: ■ ರಾಮಸ್ವಾಮಿ ಪ್ರತಿಷ್ಠಾನ: ಬೊಂಬೆ ಮನೆ, ದಸರಾ ಬೊಂಬೆ ಪ್ರದರ್ಶನದ 20ನೇ ಆವೃತ್ತಿ, ಸ್ಥಳ: ರಾಮಸ್ವಾಮಿ ಸರ್ಕಲ್, ಬೆಳಿಗ್ಗೆ 10ರಿಂದ ರಾತ್ರಿ 7 ರವರೆಗೆ. <box>695 1286 1110 1314</box>
event-head: ನಟನ ರಂಗಶಾಲೆ: <box>1135 1538 1194 1550</box>
event-head: ಸಂಗೀತ ಸಂಜೆ: <box>708 1509 759 1521</box>
laptop-icon <box>914 402 1068 504</box>
story4-body: ಮೈಸೂರು,ಸೆ.28-ಕರ್ನಾಟಕ ಮಾಧ್ಯಮ ಅಕಾಡೆಮಿ ಸದಸ್ಯರಾಗಿ ಆಂದೋಲನ ಪತ್ರಿಕೆ ಸಂಪಾದಕ ರವಿ ಕೋಟಿ ಅವರನ್ನು ನೇಮಕ ಮಾಡಿ ಸರ್ಕಾರ ಆದೇಶ ಹೊರಡಿಸಿದೆ. ಇದೇ ವೇಳೆ ಪರಿಶಿಷ್ಟ ಜಾತಿ ಮತ್ತು ಪಂಗಡದ ವರ್ಗಗಳ ಪತ್ರಿಕಾ ಮಾಲೀಕರು ಹಾಗೂ ಪತ್ರಕರ್ತರ ಅಧಿಕೃತ, ಸಮಸ್ಯೆಗಳ ಹಾಗೂ ಕಲ್ಯಾಣ ಸೃಜನಾತ್ಮಕ ಅಧ್ಯಯನ ಸಮಿತಿ ಸದಸ್ಯರನ್ನಾಗಿ ಹಿರಿಯ ಪತ್ರಕರ್ತ ಕೆ.ಶಿವಕುಮಾರ್ ಅವರನ್ನು ನೇಮಿಸಲಾಗಿದೆ. <box>95 926 385 1004</box>
event-text: ನಾಟಕ ಪ್ರದರ್ಶನ, ಸ್ಥಳ: ಭೂಮಿಗೀತ, ಸಂಜೆ 6.30ಕ್ಕೆ. <box>754 1469 936 1481</box>
event-text: 44ನೇ ಅಂತರರಾಷ್ಟ್ರೀಯ ನಿರಂತರ ಕಲಿಕೆ ಉತ್ಸವ, ಮುಖ್ಯ ಅತಿಥಿಗಳು: ಹಿರಿಯ ಕಲಾವಿದರು, ಸ್ಥಳ: ಕಲಾಮಂದಿರ, ಸಂಜೆ 5.30ಕ್ಕೆ. <box>1121 1351 1521 1379</box>
list-item: ■ ರಂಗಾಯಣ: ನಾಟಕ ಪ್ರದರ್ಶನ, ಸ್ಥಳ: ಭೂಮಿಗೀತ, ಸಂಜೆ 6.30ಕ್ಕೆ. <box>695 1469 936 1481</box>
radio-title: ಮೈಸೂರು ಆಕಾಶವಾಣಿ <box>1121 794 1521 822</box>
list-item: ■ ಶ್ರೀ ಚಾಮುಂಡೇಶ್ವರಿ ಸಂಗೀತ ಸಭಾ: ಗಾಯನ ಕಛೇರಿ, ಸ್ಥಳ: ಸಭಾಂಗಣ, ಸಂಜೆ 6.30ಕ್ಕೆ. <box>1121 1462 1428 1474</box>
story7-title: ಹಾಲು ಉತ್ಪಾದಕರ ಸಹಕಾರ ಸಂಘದ ವಾರ್ಷಿಕ ಸಭೆ <box>95 1879 676 1902</box>
page-label: ಪುಟ <box>90 81 105 93</box>
registration-dot <box>1492 2338 1503 2348</box>
registration-dot <box>806 2338 816 2348</box>
list-item: ■ ಗಾಂಧಿ ಅಧ್ಯಯನ ಕೇಂದ್ರ: ಗಾಂಧಿ ಜಯಂತಿ ಪೂರ್ವಭಾವಿ ಸಭೆ, ಸ್ಥಳ: ಮಾನಸಗಂಗೋತ್ರಿ, ಬೆಳಿಗ್ಗೆ 10.30ಕ್ಕೆ. <box>695 1393 1065 1405</box>
story5-title-highlight: ಸಿರಿಧಾನ್ಯ <box>150 1089 215 1117</box>
list-item: ■ ಕರ್ನಾಟಕ ಲೇಖಕಿಯರ ಸಂಘ: ಸ್ತ್ರೀವಾದಿ ಚಿಂತನೆ ಕುರಿತು ವಿಚಾರಸಂಕಿರಣ, ಸ್ಥಳ: ನೆಲ್ಲಿ ಬೀದಿ ಸಮುದಾಯ ಭವನ, ಬೆಳಿಗ್ಗೆ 10ಕ್ಕೆ. <box>695 1358 1110 1385</box>
registration-dot <box>1511 2338 1521 2348</box>
event-head: ಮೈಸೂರು ಯುವ ಬಳಗ: <box>711 1251 799 1262</box>
panchanga-line2: ಶ್ರೋಧಿನಾಮ ಸಂವತ್ಸರ, ದಕ್ಷಿಣಾಯನ, ವರ್ಷ ಋತು, ಭಾದ್ರಪದ ಮಾಸ, ಕೃಷ್ಣ ಪಕ್ಷ, <box>766 1125 1038 1137</box>
